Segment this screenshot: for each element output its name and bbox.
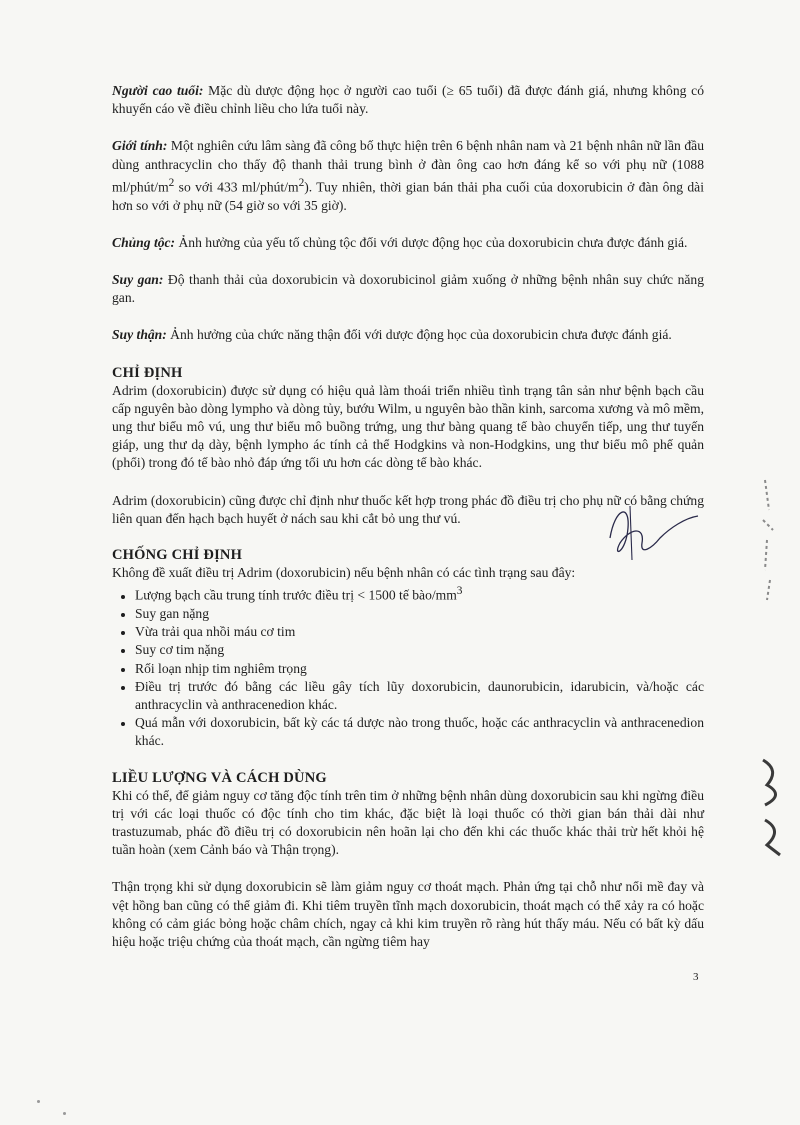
indications-paragraph-1: Adrim (doxorubicin) được sử dụng có hiệu quả làm thoái triển nhiều tình trạng tân sản như bệnh bạch cầu cấp nguyên bào dòng lympho và dòng tủy, bướu Wilm, u nguyên bào thần kinh, sarcoma xương và mô mềm, ung thư biểu mô vú, ung thư biểu mô buồng trứng, ung thư bàng quang tế bào chuyển tiếp, ung thư tuyến giáp, ung thư dạ dày, bệnh lympho ác tính cả thể Hodgkins và non-Hodgkins, ung thư biểu mô phế quản (phổi) trong đó tế bào nhỏ đáp ứng tối ưu hơn các dòng tế bào khác. (112, 382, 704, 471)
contraindications-intro: Không đề xuất điều trị Adrim (doxorubicin) nếu bệnh nhân có các tình trạng sau đây: (112, 564, 576, 580)
dosage-paragraph-1: Khi có thể, để giảm nguy cơ tăng độc tính trên tim ở những bệnh nhân dùng doxorubicin sau khi ngừng điều trị với các loại thuốc có độc tính cho tim khác, đặc biệt là loại thuốc có thời gian bán thải dài như trastuzumab, phác đồ điều trị có doxorubicin nên hoãn lại cho đến khi các thuốc khác thải trừ hết khỏi hệ tuần hoàn (xem Cảnh báo và Thận trọng). (112, 787, 704, 858)
indications-paragraph-2: Adrim (doxorubicin) cũng được chỉ định như thuốc kết hợp trong phác đồ điều trị cho phụ nữ có bằng chứng liên quan đến hạch bạch huyết ở nách sau khi cắt bỏ ung thư vú. (112, 492, 705, 526)
hepatic-paragraph (112, 271, 704, 307)
gender-text-b: so với 433 ml/phút/m (174, 179, 299, 195)
list-item: • Vừa trải qua nhồi máu cơ tim (135, 623, 704, 641)
race-label: Chủng tộc: (112, 234, 176, 250)
stamp-fragment-icon (755, 470, 795, 610)
stamp-fragment-icon (755, 750, 795, 860)
gender-sup-2: 2 (298, 176, 305, 189)
dosage-heading: LIỀU LƯỢNG VÀ CÁCH DÙNG (112, 769, 327, 786)
hepatic-label: Suy gan: (112, 271, 164, 287)
list-item: • Quá mẫn với doxorubicin, bất kỳ các tá dược nào trong thuốc, hoặc các anthracyclin và anthracenedion khác. (135, 714, 704, 750)
indications-heading: CHỈ ĐỊNH (112, 364, 183, 381)
list-item: • Suy gan nặng (135, 605, 704, 623)
scan-speck (63, 1112, 66, 1115)
gender-text-a: Một nghiên cứu lâm sàng đã công bố thực hiện trên 6 bệnh nhân nam và 21 bệnh nhân nữ lần đầu dùng anthracyclin cho thấy độ thanh thải trung bình ở đàn ông cao hơn đáng kể so với phụ nữ (1088 ml/phút/m (112, 138, 704, 195)
renal-paragraph (112, 326, 704, 344)
race-paragraph (112, 234, 704, 252)
gender-text-c: ). Tuy nhiên, thời gian bán thải pha cuối của doxorubicin ở đàn ông dài hơn so với ở phụ nữ (54 giờ so với 35 giờ). (112, 179, 704, 213)
contraindications-heading: CHỐNG CHỈ ĐỊNH (112, 546, 243, 563)
scan-speck (37, 1100, 40, 1103)
page-number: 3 (693, 971, 699, 983)
race-text: Ảnh hưởng của yếu tố chủng tộc đối với dược động học của doxorubicin chưa được đánh giá. (175, 234, 688, 250)
contraindications-list (112, 582, 704, 750)
signature-mark (590, 498, 700, 568)
dosage-paragraph-2: Thận trọng khi sử dụng doxorubicin sẽ làm giảm nguy cơ thoát mạch. Phản ứng tại chỗ như nổi mề đay và vệt hồng ban cũng có thể giảm đi. Khi tiêm truyền tĩnh mạch doxorubicin, thoát mạch có thể xảy ra có hoặc không có cảm giác bỏng hoặc châm chích, ngay cả khi kim truyền rõ ràng hút thấy máu. Nếu có bất kỳ dấu hiệu hoặc triệu chứng của thoát mạch, cần ngừng tiêm hay (112, 879, 704, 949)
list-item (135, 582, 704, 605)
hepatic-text: Độ thanh thải của doxorubicin và doxorubicinol giảm xuống ở những bệnh nhân suy chức năng gan. (112, 271, 705, 306)
gender-sup-1: 2 (168, 176, 175, 189)
list-item: • Rối loạn nhịp tim nghiêm trọng (135, 660, 704, 678)
elderly-text: Mặc dù dược động học ở người cao tuổi (≥ 65 tuổi) đã được đánh giá, nhưng không có khuyến cáo về điều chỉnh liều cho lứa tuổi này. (112, 83, 704, 117)
dosage-section (112, 769, 704, 952)
list-item-text: Lượng bạch cầu trung tính trước điều trị < 1500 tế bào/mm (135, 587, 457, 603)
renal-text: Ảnh hưởng của chức năng thận đối với dược động học của doxorubicin chưa được đánh giá. (166, 327, 672, 343)
elderly-label: Người cao tuổi: (112, 83, 204, 98)
list-item: • Điều trị trước đó bằng các liều gây tích lũy doxorubicin, daunorubicin, idarubicin, và/hoặc các anthracyclin và anthracenedion khác. (135, 678, 704, 714)
gender-label: Giới tính: (112, 138, 168, 154)
list-item: • Suy cơ tim nặng (135, 641, 704, 659)
list-item-sup: 3 (456, 585, 463, 598)
renal-label: Suy thận: (112, 327, 167, 343)
gender-paragraph (112, 137, 704, 214)
contraindications-section (112, 546, 704, 751)
elderly-paragraph (112, 82, 704, 118)
